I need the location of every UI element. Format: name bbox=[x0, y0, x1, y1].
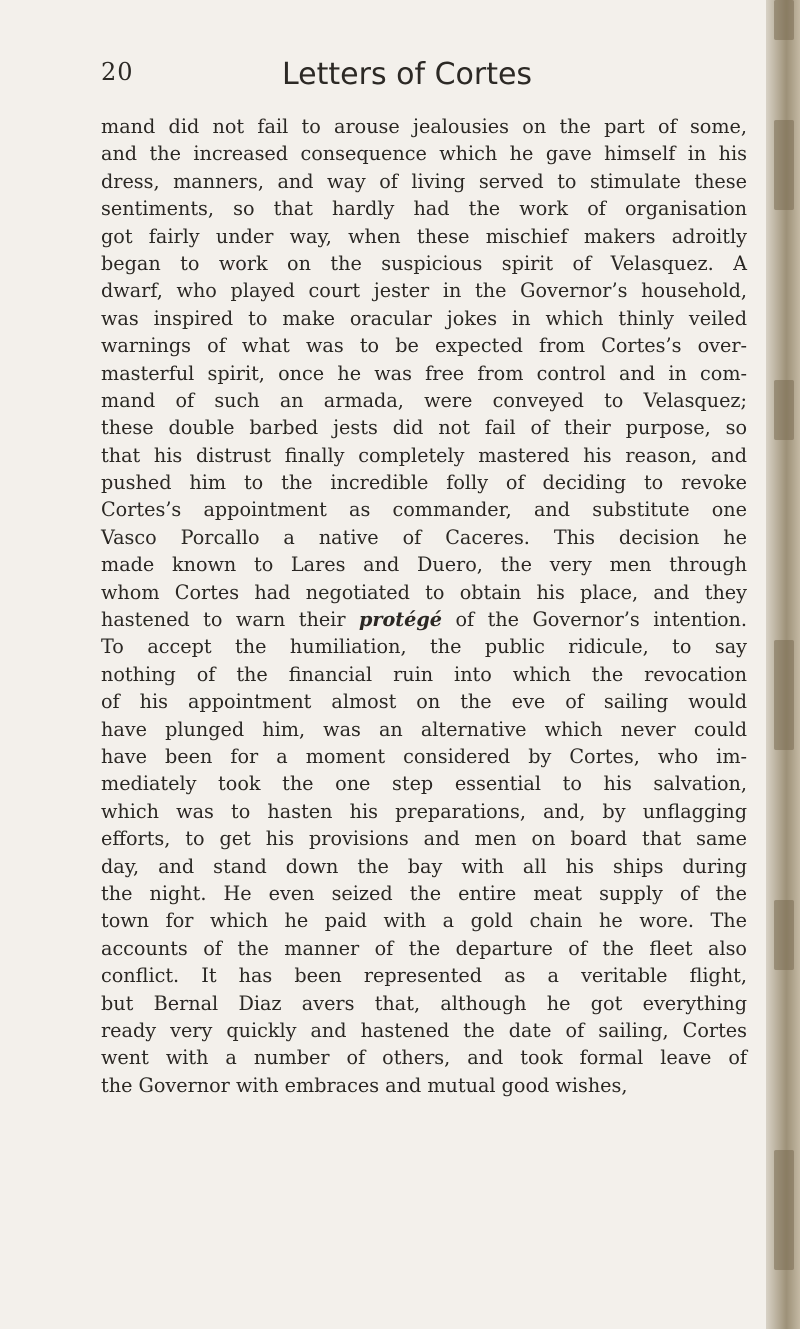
edge-mark bbox=[774, 1150, 794, 1270]
text-line: have plunged him, was an alternative which never could bbox=[101, 717, 747, 741]
text-line: which was to hasten his preparations, and, by unflagging bbox=[101, 799, 747, 823]
text-line: Vasco Porcallo a native of Caceres. This decision he bbox=[101, 525, 747, 549]
text-line: day, and stand down the bay with all his ships during bbox=[101, 854, 747, 878]
text-line: that his distrust finally completely mastered his reason, and bbox=[101, 443, 747, 467]
text-line: To accept the humiliation, the public ridicule, to say bbox=[101, 635, 747, 659]
text-line: Cortes’s appointment as commander, and substitute one bbox=[101, 498, 747, 522]
body-text bbox=[101, 113, 747, 1099]
edge-mark bbox=[774, 0, 794, 40]
text-line: mediately took the one step essential to his salvation, bbox=[101, 772, 747, 796]
text-line: went with a number of others, and took formal leave of bbox=[101, 1046, 747, 1070]
edge-mark bbox=[774, 900, 794, 970]
text-line: accounts of the manner of the departure of the fleet also bbox=[101, 936, 747, 960]
page-number: 20 bbox=[101, 58, 134, 86]
text-line: was inspired to make oracular jokes in which thinly veiled bbox=[101, 306, 747, 330]
text-line: warnings of what was to be expected from Cortes’s over- bbox=[101, 334, 747, 358]
text-line: nothing of the financial ruin into which the revocation bbox=[101, 662, 747, 686]
text-line: have been for a moment considered by Cortes, who im- bbox=[101, 744, 747, 768]
text-line: pushed him to the incredible folly of deciding to revoke bbox=[101, 471, 747, 495]
text-line: of his appointment almost on the eve of sailing would bbox=[101, 690, 747, 714]
text-line: made known to Lares and Duero, the very men through bbox=[101, 553, 747, 577]
text-fragment: of the Governor’s intention. bbox=[442, 608, 747, 632]
text-line: began to work on the suspicious spirit of Velasquez. A bbox=[101, 251, 747, 275]
text-line: these double barbed jests did not fail of their purpose, so bbox=[101, 416, 747, 440]
text-fragment: hastened to warn their bbox=[101, 608, 359, 632]
edge-mark bbox=[774, 120, 794, 210]
text-line-italic bbox=[101, 606, 747, 633]
edge-mark bbox=[774, 380, 794, 440]
text-line: whom Cortes had negotiated to obtain his place, and they bbox=[101, 580, 747, 604]
text-line: conflict. It has been represented as a veritable flight, bbox=[101, 964, 747, 988]
page-edge-shadow bbox=[766, 0, 800, 1329]
text-line: dress, manners, and way of living served to stimulate these bbox=[101, 169, 747, 193]
text-line: dwarf, who played court jester in the Governor’s household, bbox=[101, 279, 747, 303]
text-line: efforts, to get his provisions and men on board that same bbox=[101, 827, 747, 851]
text-line: but Bernal Diaz avers that, although he got everything bbox=[101, 991, 747, 1015]
text-line: sentiments, so that hardly had the work of organisation bbox=[101, 197, 747, 221]
text-line: got fairly under way, when these mischief makers adroitly bbox=[101, 224, 747, 248]
page-header bbox=[0, 58, 800, 98]
text-line: ready very quickly and hastened the date of sailing, Cortes bbox=[101, 1018, 747, 1042]
text-line: the night. He even seized the entire meat supply of the bbox=[101, 881, 747, 905]
text-line: masterful spirit, once he was free from control and in com- bbox=[101, 361, 747, 385]
text-line: mand did not fail to arouse jealousies on the part of some, bbox=[101, 115, 747, 138]
text-line: town for which he paid with a gold chain he wore. The bbox=[101, 909, 747, 933]
text-line: mand of such an armada, were conveyed to Velasquez; bbox=[101, 388, 747, 412]
text-line: and the increased consequence which he gave himself in his bbox=[101, 142, 747, 166]
text-line: the Governor with embraces and mutual good wishes, bbox=[101, 1073, 628, 1097]
running-head: Letters of Cortes bbox=[282, 57, 533, 92]
italic-word: protégé bbox=[358, 608, 442, 632]
edge-mark bbox=[774, 640, 794, 750]
